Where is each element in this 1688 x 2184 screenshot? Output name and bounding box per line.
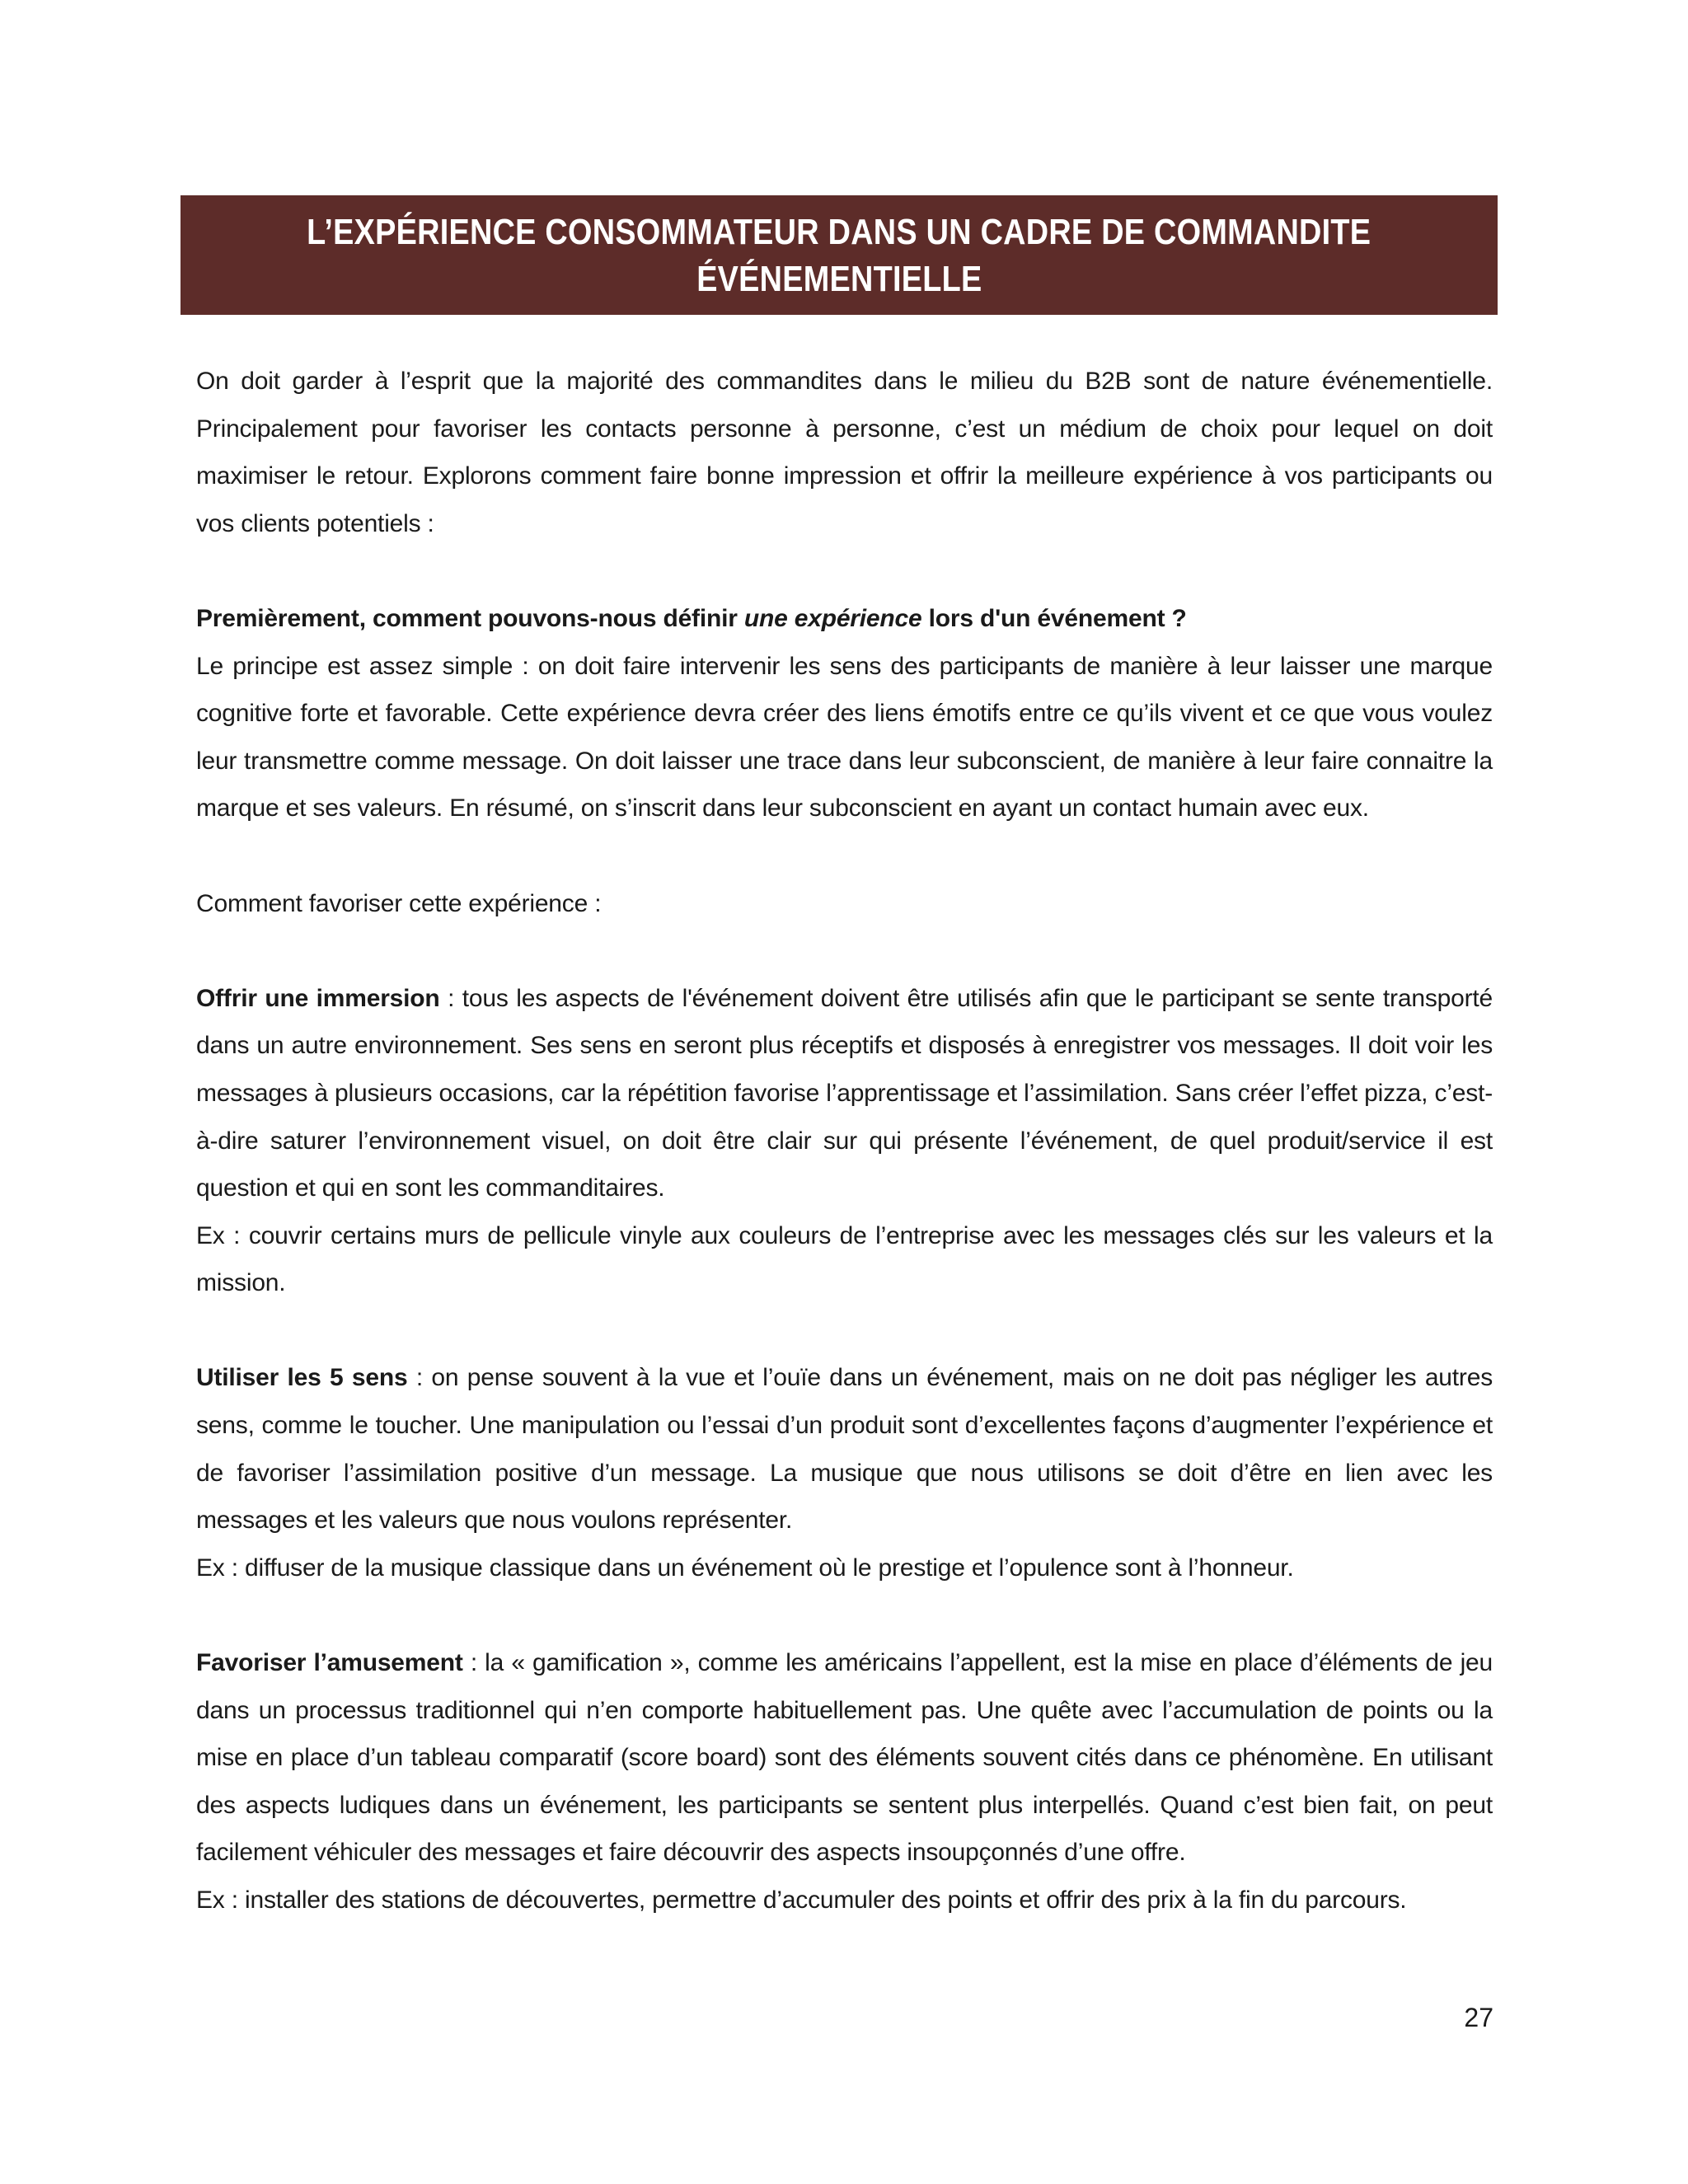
tip-immersion-example: Ex : couvrir certains murs de pellicule vinyle aux couleurs de l’entreprise avec les messages clés sur les valeurs et la mission.: [196, 1221, 1493, 1297]
tip-fun: [196, 1639, 1493, 1877]
definition-heading-part1: Premièrement, comment pouvons-nous définir: [196, 604, 744, 632]
tip-senses-text: : on pense souvent à la vue et l’ouïe dans un événement, mais on ne doit pas négliger les autres sens, comme le toucher. Une manipulation ou l’essai d’un produit sont d’excellentes façons d’augmenter l’expérience et de favoriser l’assimilation positive d’un message. La musique que nous utilisons se doit d’être en lien avec les messages et les valeurs que nous voulons représenter.: [196, 1364, 1493, 1535]
tip-fun-text: : la « gamification », comme les américains l’appellent, est la mise en place d’éléments de jeu dans un processus traditionnel qui n’en comporte habituellement pas. Une quête avec l’accumulation de points ou la mise en place d’un tableau comparatif (score board) sont des éléments souvent cités dans ce phénomène. En utilisant des aspects ludiques dans un événement, les participants se sentent plus interpellés. Quand c’est bien fait, on peut facilement véhiculer des messages et faire découvrir des aspects insoupçonnés d’une offre.: [196, 1649, 1493, 1867]
document-body: [196, 358, 1493, 1924]
tip-fun-label: Favoriser l’amusement: [196, 1649, 463, 1677]
tip-senses-example: Ex : diffuser de la musique classique dans un événement où le prestige et l’opulence sont à l’honneur.: [196, 1554, 1294, 1582]
intro-paragraph: On doit garder à l’esprit que la majorité des commandites dans le milieu du B2B sont de nature événementielle. Principalement pour favoriser les contacts personne à personne, c’est un médium de choix pour lequel on doit maximiser le retour. Explorons comment faire bonne impression et offrir la meilleure expérience à vos participants ou vos clients potentiels :: [196, 368, 1493, 537]
spacer: [196, 1307, 1493, 1355]
page-number: 27: [1464, 2003, 1493, 2032]
definition-body: Le principe est assez simple : on doit faire intervenir les sens des participants de manière à leur laisser une marque cognitive forte et favorable. Cette expérience devra créer des liens émotifs entre ce qu’ils vivent et ce que vous voulez leur transmettre comme message. On doit laisser une trace dans leur subconscient, de manière à leur faire connaitre la marque et ses valeurs. En résumé, on s’inscrit dans leur subconscient en ayant un contact humain avec eux.: [196, 652, 1493, 823]
definition-heading-italic: une expérience: [743, 604, 922, 632]
spacer: [196, 547, 1493, 595]
definition-heading: [196, 595, 1493, 643]
how-to-line: Comment favoriser cette expérience :: [196, 889, 602, 917]
spacer: [196, 832, 1493, 880]
tip-immersion: [196, 975, 1493, 1212]
spacer: [196, 1591, 1493, 1639]
definition-heading-part2: lors d'un événement ?: [921, 604, 1187, 632]
title-line-1: L’EXPÉRIENCE CONSOMMATEUR DANS UN CADRE DE COMMANDITE: [307, 211, 1372, 252]
spacer: [196, 927, 1493, 975]
tip-senses: [196, 1354, 1493, 1544]
tip-immersion-label: Offrir une immersion: [196, 984, 440, 1012]
tip-senses-label: Utiliser les 5 sens: [196, 1364, 408, 1392]
tip-immersion-text: : tous les aspects de l'événement doivent être utilisés afin que le participant se sente transporté dans un autre environnement. Ses sens en seront plus réceptifs et disposés à enregistrer vos messages. Il doit voir les messages à plusieurs occasions, car la répétition favorise l’apprentissage et l’assimilation. Sans créer l’effet pizza, c’est-à-dire saturer l’environnement visuel, on doit être clair sur qui présente l’événement, de quel produit/service il est question et qui en sont les commanditaires.: [196, 984, 1493, 1202]
tip-fun-example: Ex : installer des stations de découvertes, permettre d’accumuler des points et offrir des prix à la fin du parcours.: [196, 1886, 1407, 1914]
title-banner: [181, 195, 1498, 315]
title-line-2: ÉVÉNEMENTIELLE: [696, 258, 982, 299]
